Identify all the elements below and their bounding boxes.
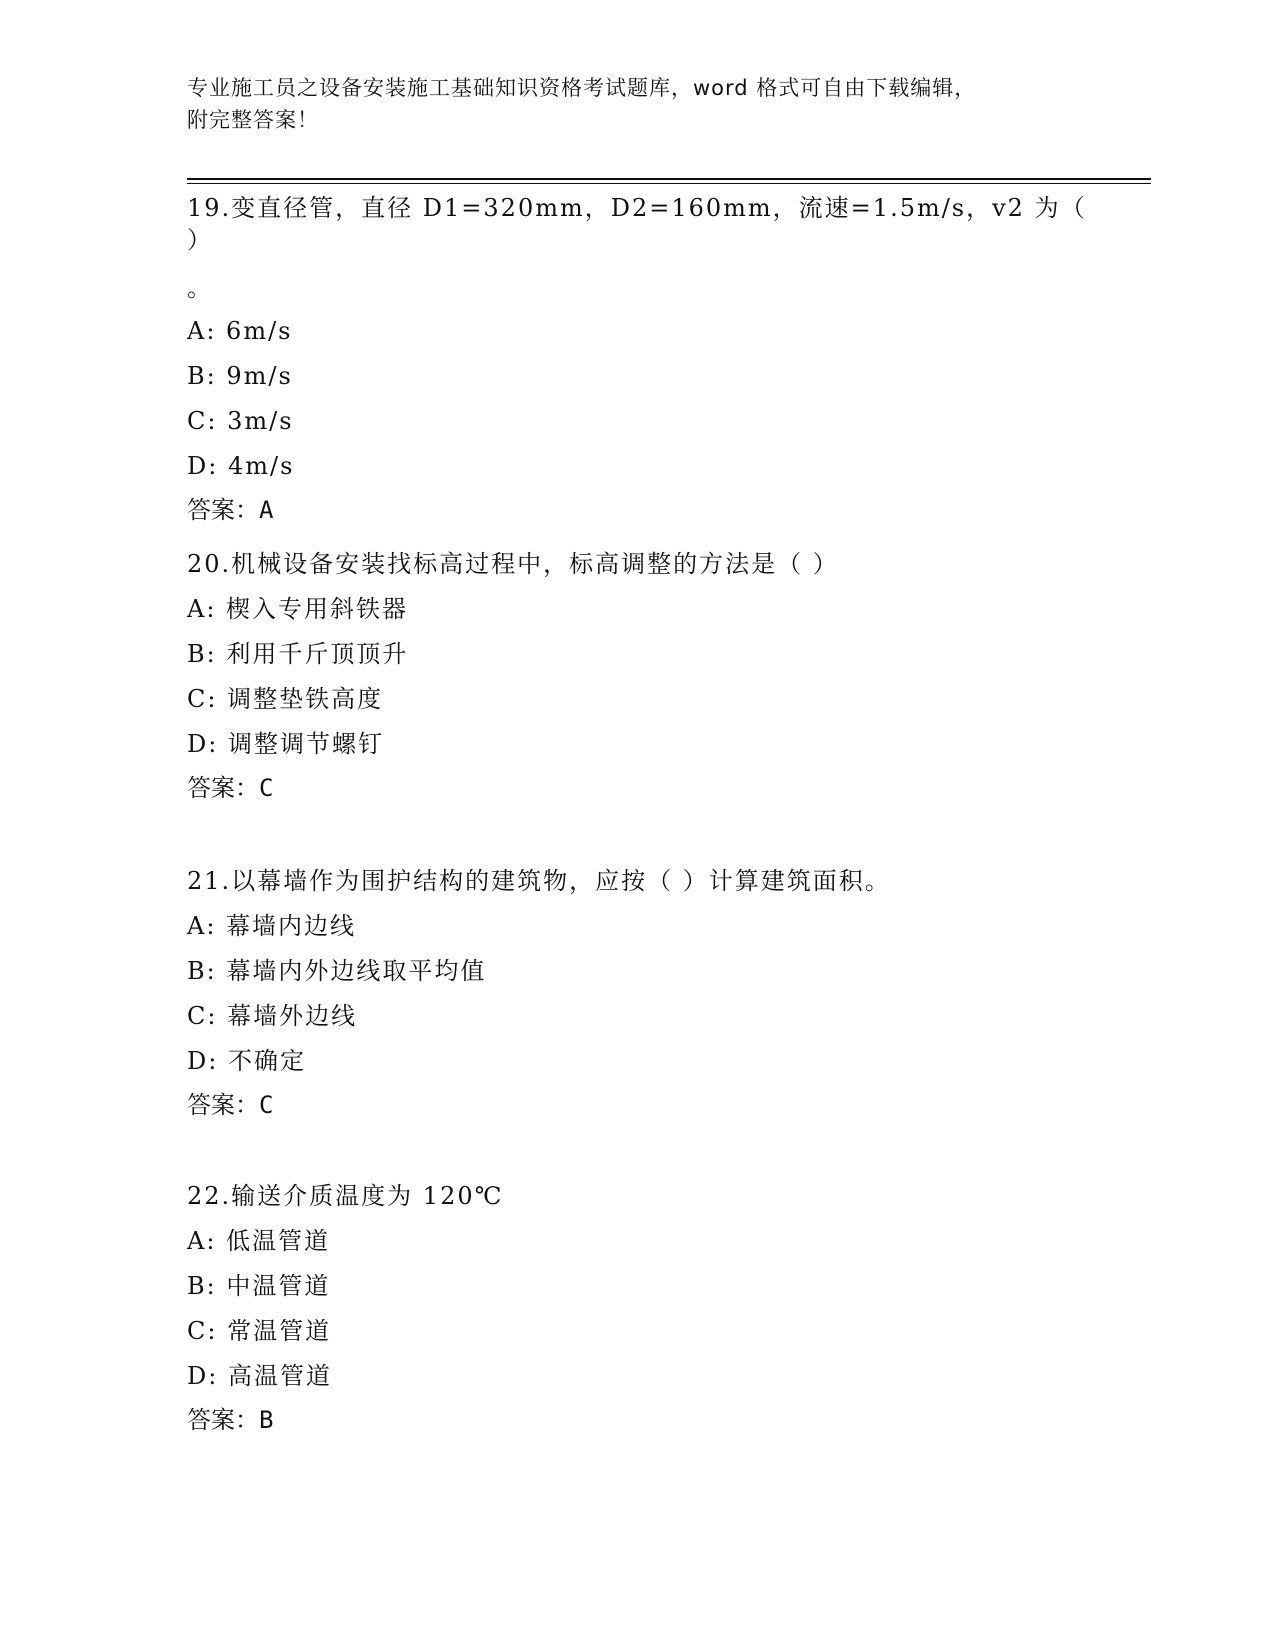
answer-value: A [259,496,274,524]
question-stem: 20.机械设备安装找标高过程中，标高调整的方法是（ ） [187,550,839,578]
answer-line [187,494,1087,526]
answer-line [187,1089,1087,1121]
option-a: A: 低温管道 [187,1227,331,1255]
question-stem-continuation: 。 [187,274,211,302]
option-c: C: 常温管道 [187,1317,332,1345]
header-divider-thick [187,178,1151,180]
answer-label: 答案： [187,774,259,802]
option-b: B: 9m/s [187,362,293,390]
option-c: C: 幕墙外边线 [187,1002,358,1030]
answer-line [187,772,1087,804]
option-b: B: 幕墙内外边线取平均值 [187,957,487,985]
question-19 [187,192,1087,526]
question-stem: 21.以幕墙作为围护结构的建筑物，应按（ ）计算建筑面积。 [187,867,891,895]
answer-label: 答案： [187,1406,259,1434]
option-d: D: 调整调节螺钉 [187,730,384,758]
option-b: B: 中温管道 [187,1272,331,1300]
header-divider-thin [187,183,1151,184]
answer-value: B [259,1406,274,1434]
question-stem: 22.输送介质温度为 120℃ [187,1182,504,1210]
option-c: C: 3m/s [187,407,294,435]
option-c: C: 调整垫铁高度 [187,685,384,713]
question-stem: 19.变直径管，直径 D1=320mm，D2=160mm，流速=1.5m/s，v2 为（ ） [187,194,1087,254]
question-20 [187,548,1087,804]
question-21 [187,865,1087,1121]
option-a: A: 6m/s [187,317,293,345]
option-d: D: 4m/s [187,452,295,480]
header-line-1: 专业施工员之设备安装施工基础知识资格考试题库，word 格式可自由下载编辑， [187,76,977,100]
answer-value: C [259,774,274,802]
option-d: D: 高温管道 [187,1362,332,1390]
document-header [187,72,1067,136]
answer-label: 答案： [187,1091,259,1119]
answer-value: C [259,1091,274,1119]
question-22 [187,1180,1087,1436]
option-a: A: 楔入专用斜铁器 [187,595,409,623]
option-a: A: 幕墙内边线 [187,912,357,940]
answer-label: 答案： [187,496,259,524]
answer-line [187,1404,1087,1436]
option-b: B: 利用千斤顶顶升 [187,640,409,668]
option-d: D: 不确定 [187,1047,306,1075]
header-line-2: 附完整答案！ [187,108,319,132]
